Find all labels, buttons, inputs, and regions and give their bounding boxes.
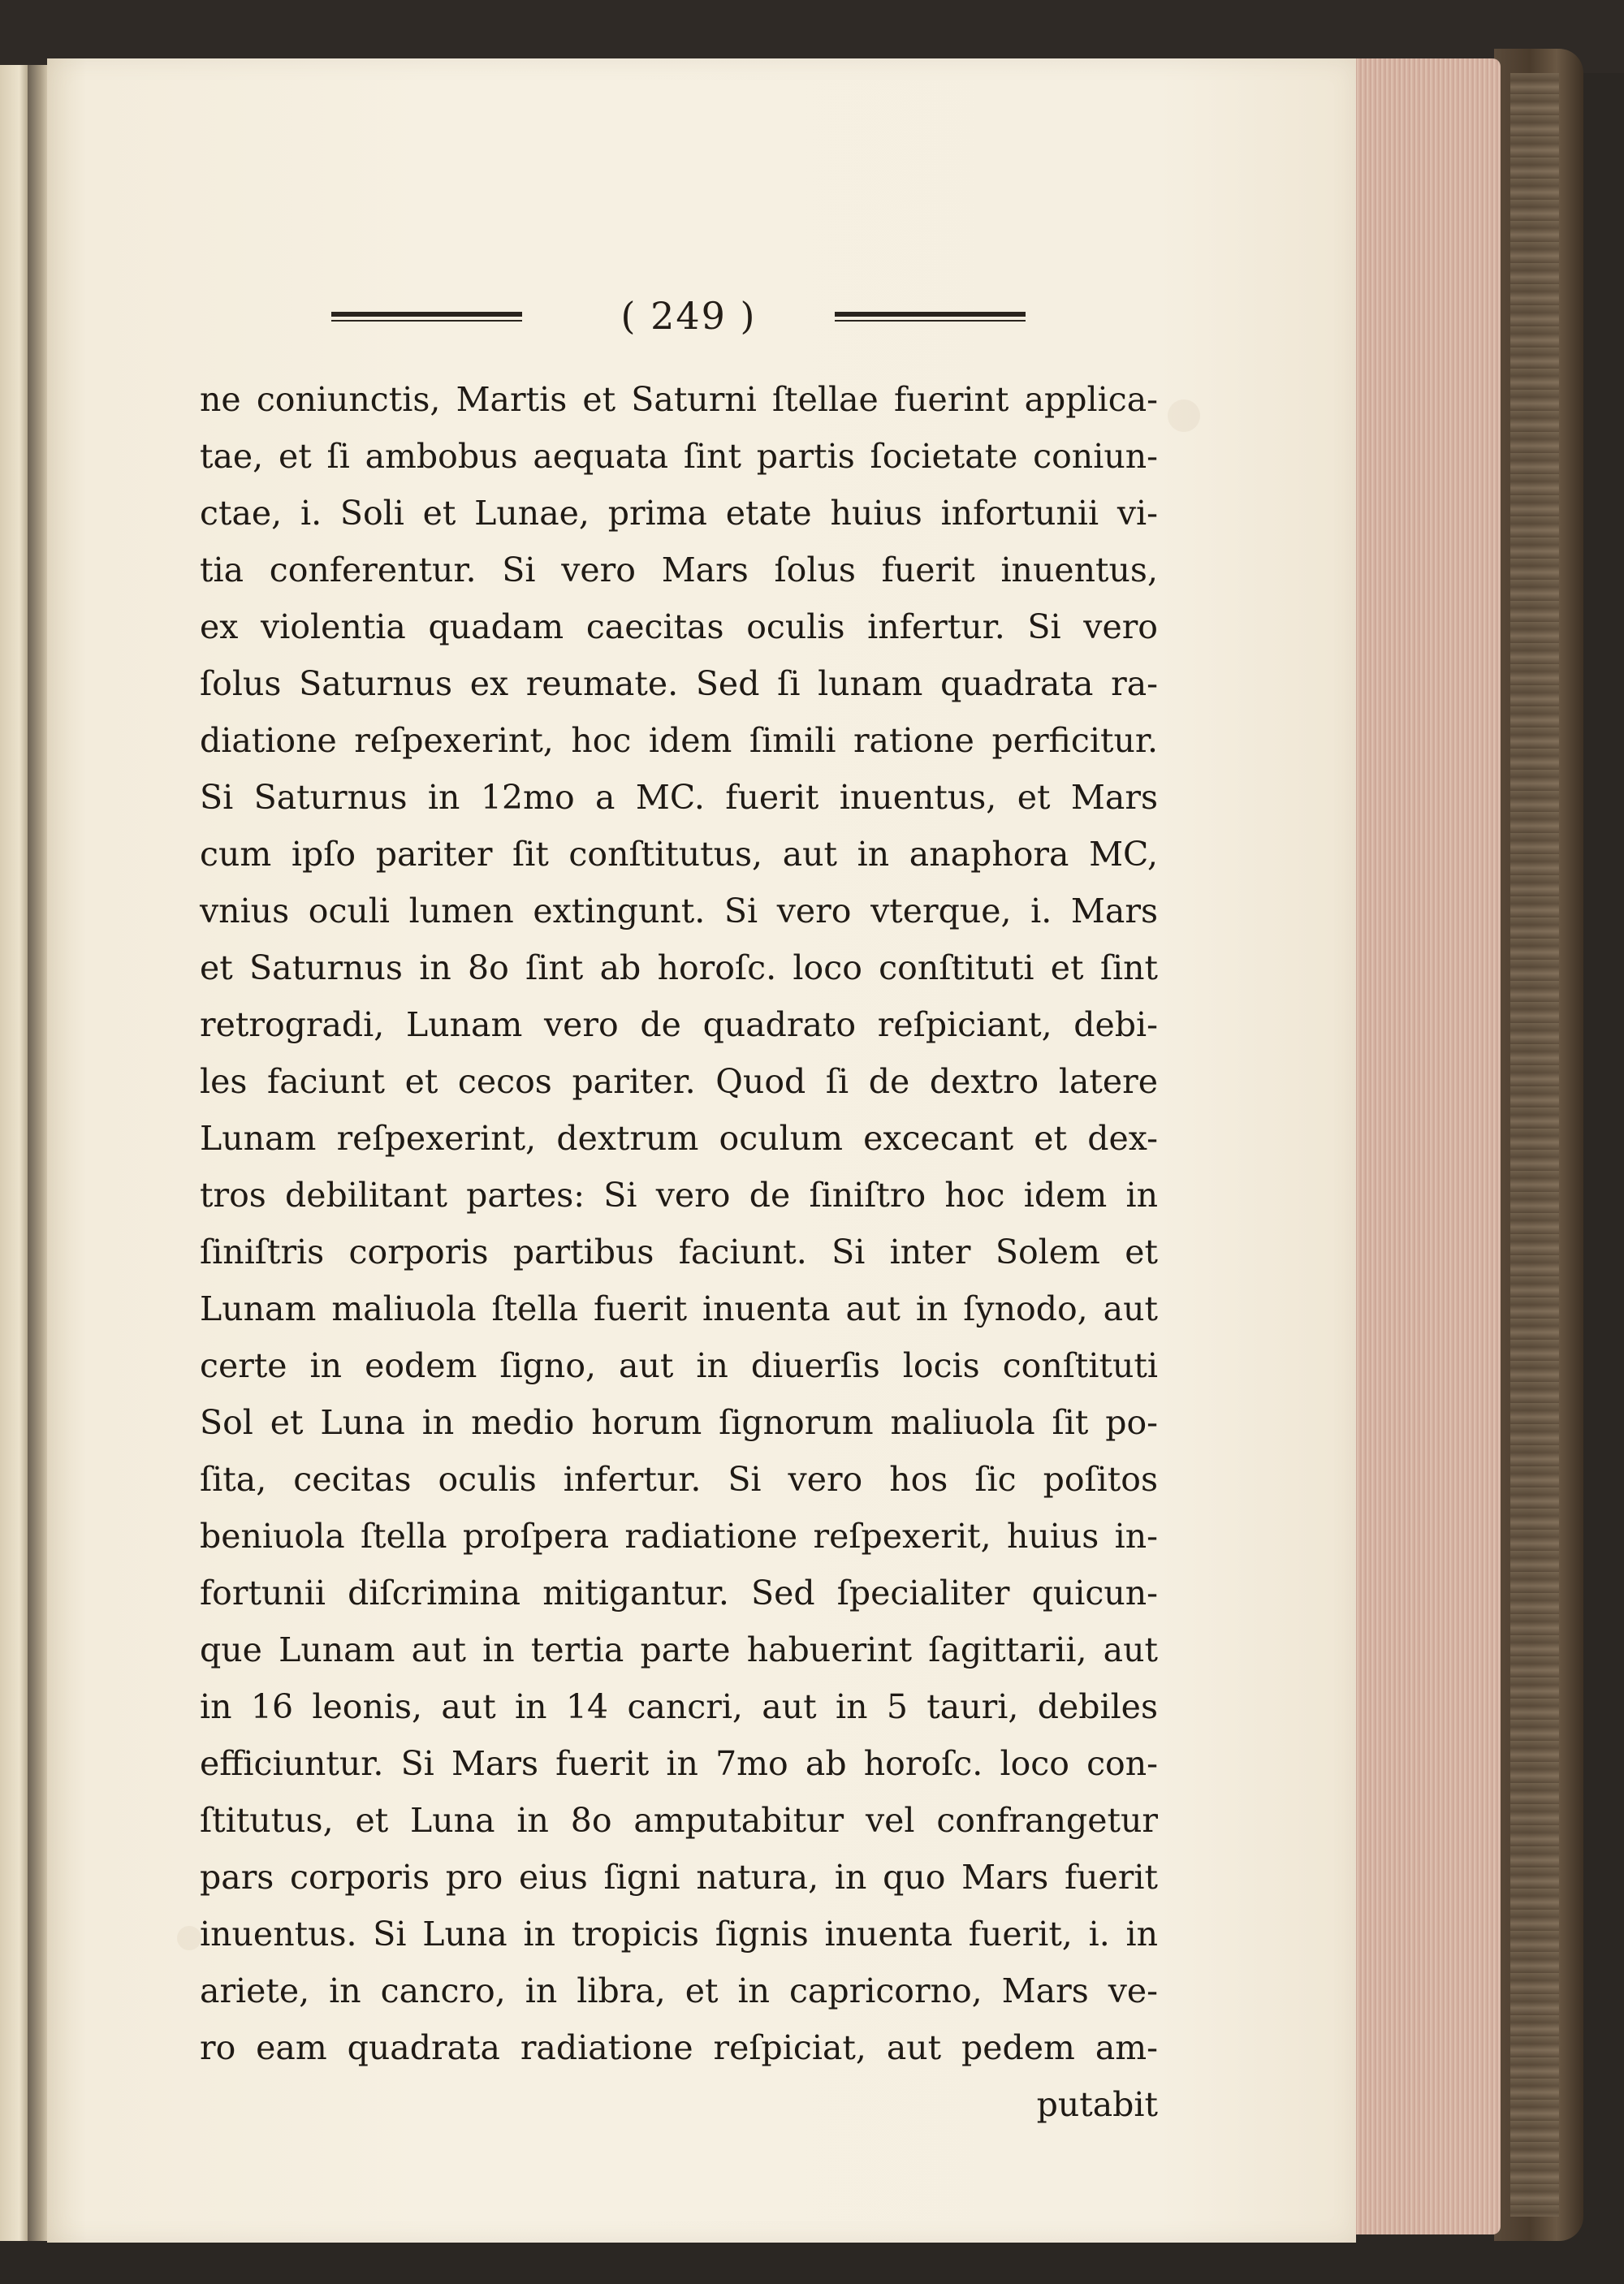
paper-spot xyxy=(177,1926,201,1950)
text-line: ariete, in cancro, in libra, et in capricorno, Mars ve- xyxy=(200,1971,1158,2010)
text-line: ſita, cecitas oculis infertur. Si vero hos ſic poſitos xyxy=(200,1460,1158,1499)
text-line: que Lunam aut in tertia parte habuerint ſagittarii, aut xyxy=(200,1630,1158,1669)
text-line: Sol et Luna in medio horum ſignorum maliuola ſit po- xyxy=(200,1403,1158,1442)
text-line: ne coniunctis, Martis et Saturni ſtellae fuerint applica- xyxy=(200,380,1158,419)
text-line: ro eam quadrata radiatione reſpiciat, aut pedem am- xyxy=(200,2028,1158,2067)
book-page xyxy=(47,58,1356,2243)
text-line: et Saturnus in 8o ſint ab horoſc. loco conſtituti et ſint xyxy=(200,948,1158,987)
text-line: ex violentia quadam caecitas oculis infertur. Si vero xyxy=(200,607,1158,646)
cover-spine-wear xyxy=(1510,73,1559,2217)
text-line: retrogradi, Lunam vero de quadrato reſpiciant, debi- xyxy=(200,1005,1158,1044)
text-line: Lunam maliuola ſtella fuerit inuenta aut in ſynodo, aut xyxy=(200,1289,1158,1328)
text-line: ſolus Saturnus ex reumate. Sed ſi lunam quadrata ra- xyxy=(200,664,1158,703)
previous-page-edge xyxy=(0,65,28,2241)
text-line: certe in eodem ſigno, aut in diuerſis locis conſtituti xyxy=(200,1346,1158,1385)
page-number: ( 249 ) xyxy=(620,294,757,338)
text-line: ſtitutus, et Luna in 8o amputabitur vel confrangetur xyxy=(200,1801,1158,1840)
text-line: efficiuntur. Si Mars fuerit in 7mo ab horoſc. loco con- xyxy=(200,1744,1158,1783)
text-line: beniuola ſtella proſpera radiatione reſpexerit, huius in- xyxy=(200,1517,1158,1556)
text-line: tae, et ſi ambobus aequata ſint partis ſocietate coniun- xyxy=(200,437,1158,476)
body-text xyxy=(200,371,1158,2133)
text-line: tia conferentur. Si vero Mars ſolus fuerit inuentus, xyxy=(200,550,1158,589)
text-line: Si Saturnus in 12mo a MC. fuerit inuentus, et Mars xyxy=(200,778,1158,817)
text-line: les faciunt et cecos pariter. Quod ſi de dextro latere xyxy=(200,1062,1158,1101)
text-line: ſiniſtris corporis partibus faciunt. Si inter Solem et xyxy=(200,1233,1158,1272)
text-line: fortunii diſcrimina mitigantur. Sed ſpecialiter quicun- xyxy=(200,1574,1158,1613)
header-rule-right xyxy=(835,312,1026,323)
text-line: Lunam reſpexerint, dextrum oculum excecant et dex- xyxy=(200,1119,1158,1158)
text-line: diatione reſpexerint, hoc idem ſimili ratione perficitur. xyxy=(200,721,1158,760)
header-rule-left xyxy=(331,312,522,323)
catchword: putabit xyxy=(1036,2085,1158,2124)
text-line: cum ipſo pariter ſit conſtitutus, aut in anaphora MC, xyxy=(200,835,1158,874)
text-line: tros debilitant partes: Si vero de ſiniſtro hoc idem in xyxy=(200,1176,1158,1215)
text-line: vnius oculi lumen extingunt. Si vero vterque, i. Mars xyxy=(200,892,1158,930)
text-line: in 16 leonis, aut in 14 cancri, aut in 5 tauri, debiles xyxy=(200,1687,1158,1726)
page-block-edges xyxy=(1354,58,1501,2234)
paper-spot xyxy=(1168,399,1200,432)
running-header xyxy=(323,294,1038,343)
text-line: pars corporis pro eius ſigni natura, in quo Mars fuerit xyxy=(200,1858,1158,1897)
gutter-shadow xyxy=(28,65,49,2241)
text-line: ctae, i. Soli et Lunae, prima etate huius infortunii vi- xyxy=(200,494,1158,533)
text-line: inuentus. Si Luna in tropicis ſignis inuenta fuerit, i. in xyxy=(200,1915,1158,1954)
